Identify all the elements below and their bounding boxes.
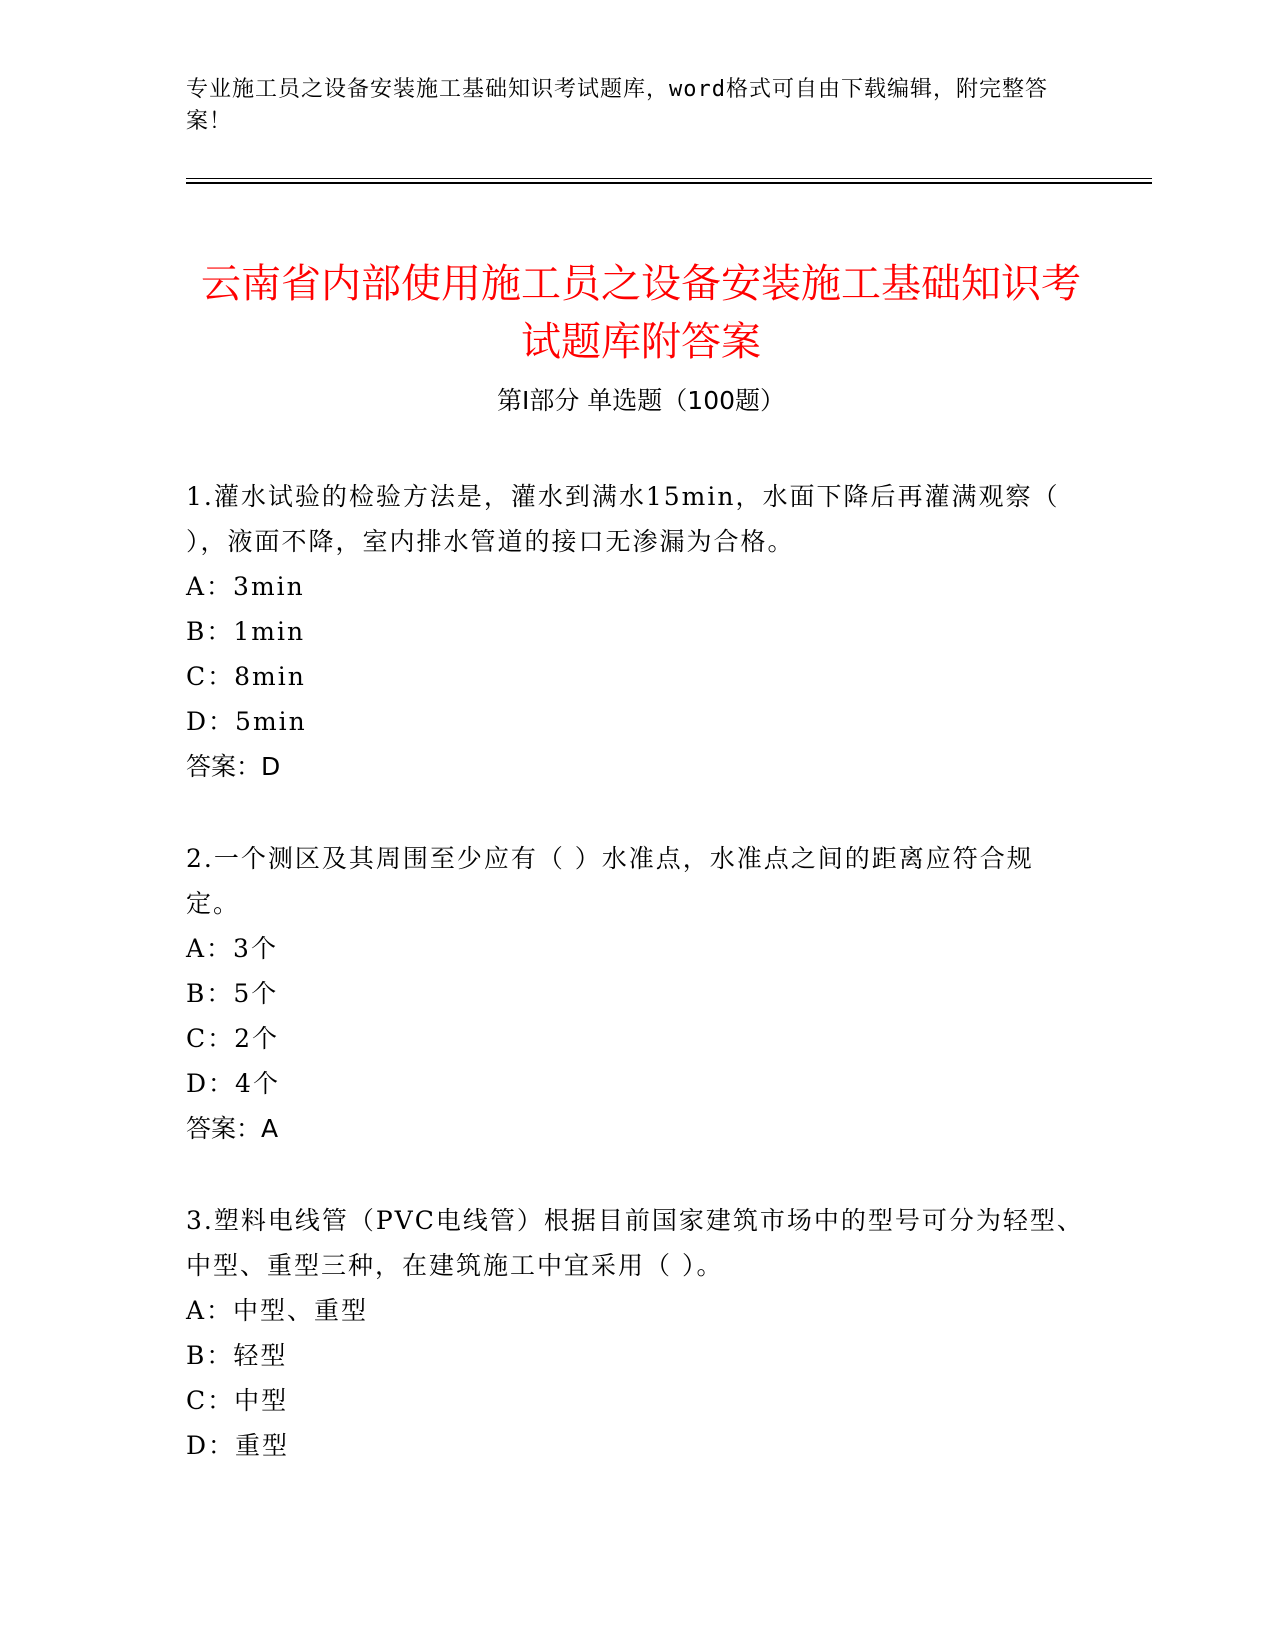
option-b: B：轻型	[186, 1341, 288, 1370]
option-c: C：2个	[186, 1024, 280, 1053]
option-b: B：5个	[186, 979, 279, 1008]
answer-line: 答案：D	[186, 752, 281, 781]
option-a: A：中型、重型	[186, 1296, 369, 1325]
section-heading: 第Ⅰ部分 单选题（100题）	[496, 386, 786, 415]
question-1	[186, 474, 1086, 789]
question-2	[186, 836, 1086, 1151]
option-d: D：5min	[186, 707, 307, 736]
option-c: C：中型	[186, 1386, 289, 1415]
option-b: B：1min	[186, 617, 306, 646]
question-text: 3.塑料电线管（PVC电线管）根据目前国家建筑市场中的型号可分为轻型、中型、重型三种，在建筑施工中宜采用（ ）。	[186, 1206, 1084, 1280]
option-a: A：3个	[186, 934, 278, 963]
question-text: 1.灌水试验的检验方法是，灌水到满水15min，水面下降后再灌满观察（ ），液面不降，室内排水管道的接口无渗漏为合格。	[186, 482, 1060, 556]
question-text: 2.一个测区及其周围至少应有（ ）水准点，水准点之间的距离应符合规定。	[186, 844, 1034, 918]
header-divider-thin	[186, 178, 1152, 179]
answer-line: 答案：A	[186, 1114, 279, 1143]
option-d: D：重型	[186, 1431, 290, 1460]
option-d: D：4个	[186, 1069, 280, 1098]
question-3	[186, 1198, 1086, 1468]
option-c: C：8min	[186, 662, 306, 691]
header-note: 专业施工员之设备安装施工基础知识考试题库，word格式可自由下载编辑，附完整答案！	[186, 77, 1048, 134]
option-a: A：3min	[186, 572, 305, 601]
header-divider-thick	[186, 182, 1152, 184]
document-title: 云南省内部使用施工员之设备安装施工基础知识考试题库附答案	[201, 260, 1081, 365]
